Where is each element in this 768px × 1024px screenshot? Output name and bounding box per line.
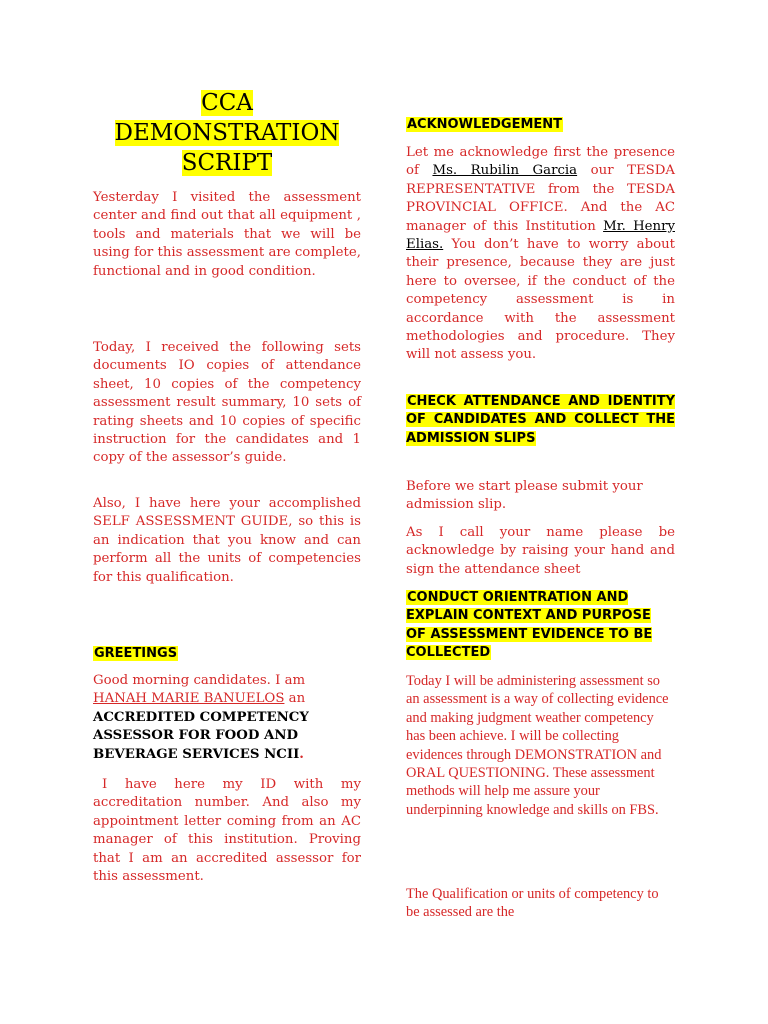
acknowledgement-paragraph [406, 144, 675, 365]
title-line-2: DEMONSTRATION [114, 120, 340, 146]
greetings-an: an [284, 691, 306, 707]
acknowledgement-heading-text: ACKNOWLEDGEMENT [407, 117, 563, 132]
ack-text-3: You don’t have to worry about their presence, because they are just here to oversee, if the conduct of the competency assessment is in accordance with the assessment methodologies and procedure. They will not assess you. [406, 237, 675, 363]
assessor-credential [93, 709, 361, 764]
check-attendance-heading-text: CHECK ATTENDANCE AND IDENTITY OF CANDIDATES AND COLLECT THE ADMISSION SLIPS [406, 394, 675, 446]
conduct-paragraph-2: The Qualification or units of competency to be assessed are the [406, 886, 659, 921]
acknowledgement-heading [406, 116, 675, 134]
id-paragraph: I have here my ID with my accreditation number. And also my appointment letter coming from an AC manager of this institution. Proving that I am an accredited assessor for this assessment. [93, 777, 361, 885]
credential-period: . [299, 746, 304, 762]
assessor-credential-text: ACCREDITED COMPETENCY ASSESSOR FOR FOOD AND BEVERAGE SERVICES NCII [93, 709, 309, 762]
check-attendance-heading [406, 393, 675, 448]
intro-paragraph-1: Yesterday I visited the assessment center and find out that all equipment , tools and materials that we will be using for this assessment are complete, functional and in good condition. [93, 190, 361, 279]
conduct-paragraph-1: Today I will be administering assessment so an assessment is a way of collecting evidence and making judgment weather competency has been achieve. I will be collecting evidences through DEMONSTRATION and ORAL QUESTIONING. These assessment methods will help me assure your underpinning knowledge and skills on FBS. [406, 673, 669, 818]
document-title [93, 88, 361, 178]
greetings-line [93, 672, 361, 709]
conduct-orientation-heading [406, 589, 675, 663]
ack-text-1: Let me acknowledge first the presence of [406, 145, 675, 179]
greetings-paragraph [93, 672, 361, 764]
intro-paragraph-3: Also, I have here your accomplished SELF ASSESSMENT GUIDE, so this is an indication that you know and can perform all the units of competencies for this qualification. [93, 496, 361, 585]
ac-manager-name: Mr. Henry Elias. [406, 218, 675, 253]
title-line-3: SCRIPT [181, 150, 273, 176]
check-paragraph-2: As I call your name please be acknowledge by raising your hand and sign the attendance sheet [406, 525, 675, 577]
tesda-rep-name: Ms. Rubilin Garcia [432, 163, 578, 179]
conduct-orientation-heading-text: CONDUCT ORIENTRATION AND EXPLAIN CONTEXT AND PURPOSE OF ASSESSMENT EVIDENCE TO BE COLLECTED [406, 590, 653, 661]
intro-paragraph-2: Today, I received the following sets documents IO copies of attendance sheet, 10 copies of the competency assessment result summary, 10 sets of rating sheets and 10 copies of specific instruction for the candidates and 1 copy of the assessor’s guide. [93, 340, 361, 466]
check-paragraph-1: Before we start please submit your admission slip. [406, 479, 643, 513]
assessor-name: HANAH MARIE BANUELOS [93, 691, 285, 707]
greetings-heading-text: GREETINGS [94, 646, 178, 661]
ack-text-2: our TESDA REPRESENTATIVE from the TESDA PROVINCIAL OFFICE. And the AC manager of this Institution [406, 163, 676, 234]
title-line-1: CCA [201, 90, 253, 116]
greetings-heading [93, 645, 361, 663]
greetings-pre: Good morning candidates. I am [93, 673, 306, 688]
